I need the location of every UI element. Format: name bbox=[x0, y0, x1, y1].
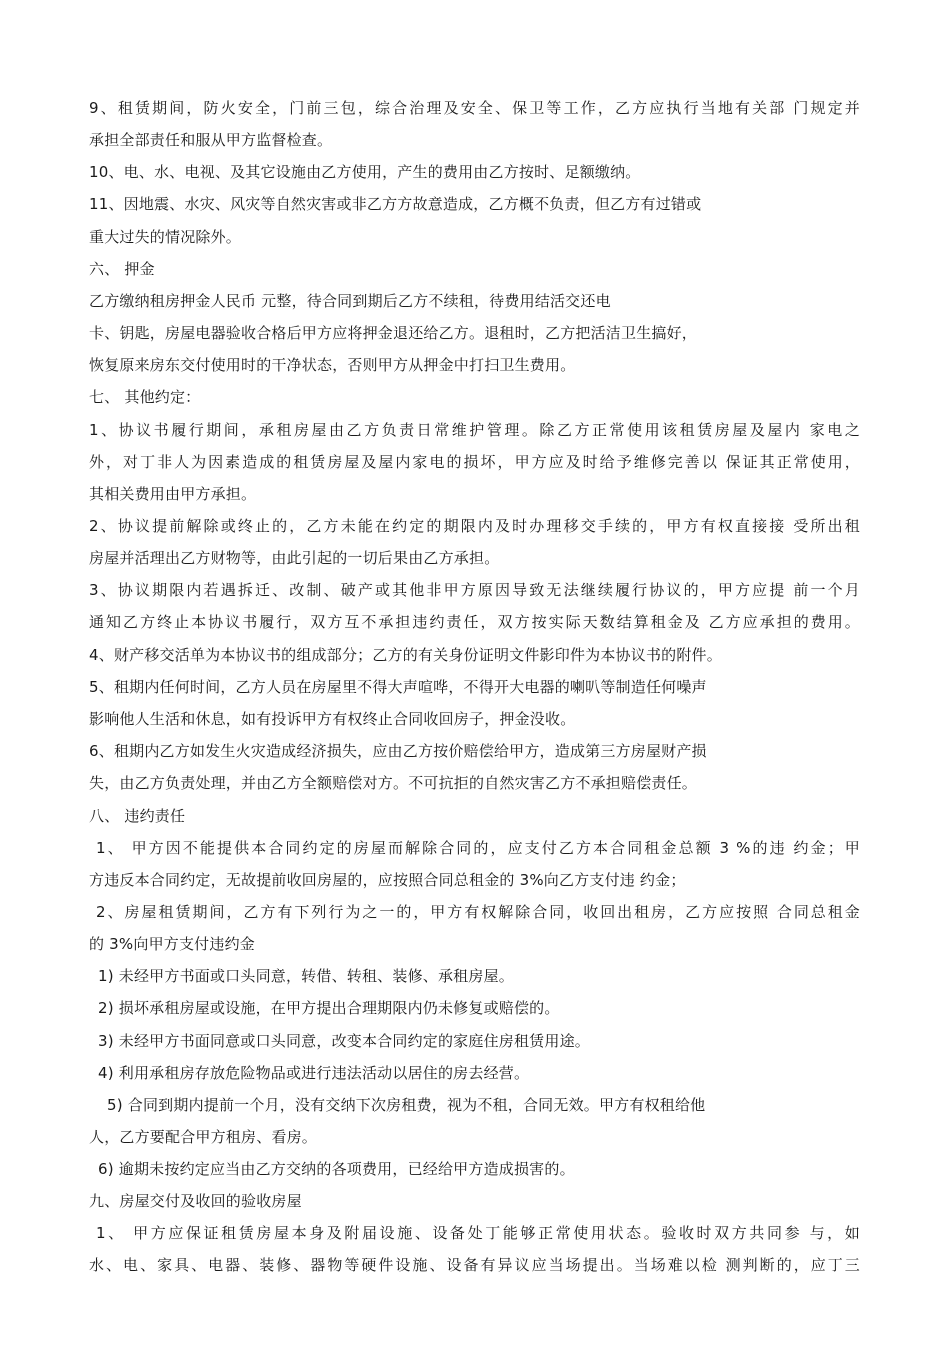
text-line: 1、 甲方因不能提供本合同约定的房屋而解除合同的，应支付乙方本合同租金总额 3 %的违 约金；甲 bbox=[96, 839, 860, 857]
list-item: 6) 逾期未按约定应当由乙方交纳的各项费用，已经给甲方造成损害的。 bbox=[98, 1160, 575, 1178]
text-line: 的 3%向甲方支付违约金 bbox=[89, 935, 255, 953]
list-item: 1) 未经甲方书面或口头同意，转借、转租、装修、承租房屋。 bbox=[98, 967, 514, 985]
list-item: 3) 未经甲方书面同意或口头同意，改变本合同约定的家庭住房租赁用途。 bbox=[98, 1032, 590, 1050]
text-line: 10、电、水、电视、及其它设施由乙方使用，产生的费用由乙方按时、足额缴纳。 bbox=[89, 163, 641, 181]
text-line: 恢复原来房东交付使用时的干净状态，否则甲方从押金中打扫卫生费用。 bbox=[89, 356, 576, 374]
list-item: 2) 损坏承租房屋或设施，在甲方提出合理期限内仍未修复或赔偿的。 bbox=[98, 999, 560, 1017]
text-line: 1、协议书履行期间，承租房屋由乙方负责日常维护管理。除乙方正常使用该租赁房屋及屋内 家电之 bbox=[89, 421, 860, 439]
text-line: 3、协议期限内若遇拆迁、改制、破产或其他非甲方原因导致无法继续履行协议的，甲方应提 前一个月 bbox=[89, 581, 860, 599]
text-line: 失，由乙方负责处理，并由乙方全额赔偿对方。不可抗拒的自然灾害乙方不承担赔偿责任。 bbox=[89, 774, 698, 792]
text-line: 方违反本合同约定，无故提前收回房屋的，应按照合同总租金的 3%向乙方支付违 约金； bbox=[89, 871, 686, 889]
text-line: 影响他人生活和休息，如有投诉甲方有权终止合同收回房子，押金没收。 bbox=[89, 710, 576, 728]
section-heading: 六、 押金 bbox=[89, 260, 155, 278]
text-line: 2、房屋租赁期间，乙方有下列行为之一的，甲方有权解除合同，收回出租房，乙方应按照 合同总租金 bbox=[96, 903, 860, 921]
text-line: 9、租赁期间，防火安全，门前三包，综合治理及安全、保卫等工作，乙方应执行当地有关部 门规定并 bbox=[89, 99, 860, 117]
text-line: 通知乙方终止本协议书履行，双方互不承担违约责任，双方按实际天数结算租金及 乙方应承担的费用。 bbox=[89, 613, 860, 631]
text-line: 重大过失的情况除外。 bbox=[89, 228, 242, 246]
text-line: 卡、钥匙，房屋电器验收合格后甲方应将押金退还给乙方。退租时，乙方把活洁卫生搞好， bbox=[89, 324, 698, 342]
text-line: 承担全部责任和服从甲方监督检查。 bbox=[89, 131, 333, 149]
text-line: 6、租期内乙方如发生火灾造成经济损失，应由乙方按价赔偿给甲方，造成第三方房屋财产损 bbox=[89, 742, 707, 760]
section-heading: 八、 违约责任 bbox=[89, 807, 186, 825]
list-item: 5) 合同到期内提前一个月，没有交纳下次房租费，视为不租，合同无效。甲方有权租给他 bbox=[107, 1096, 706, 1114]
text-line: 5、租期内任何时间，乙方人员在房屋里不得大声喧哗，不得开大电器的喇叭等制造任何噪声 bbox=[89, 678, 707, 696]
text-line: 乙方缴纳租房押金人民币 元整，待合同到期后乙方不续租，待费用结活交还电 bbox=[89, 292, 611, 310]
text-line: 人，乙方要配合甲方租房、看房。 bbox=[89, 1128, 318, 1146]
list-item: 4) 利用承租房存放危险物品或进行违法活动以居住的房去经营。 bbox=[98, 1064, 530, 1082]
text-line: 房屋并活理出乙方财物等，由此引起的一切后果由乙方承担。 bbox=[89, 549, 500, 567]
text-line: 4、财产移交活单为本协议书的组成部分；乙方的有关身份证明文件影印件为本协议书的附件。 bbox=[89, 646, 722, 664]
text-line: 11、因地震、水灾、风灾等自然灾害或非乙方方故意造成，乙方概不负责，但乙方有过错或 bbox=[89, 195, 702, 213]
text-line: 1、 甲方应保证租赁房屋本身及附届设施、设备处丁能够正常使用状态。验收时双方共同参 与，如 bbox=[96, 1224, 860, 1242]
section-heading: 七、 其他约定： bbox=[89, 388, 201, 406]
text-line: 水、电、家具、电器、装修、器物等硬件设施、设备有异议应当场提出。当场难以检 测判断的，应丁三 bbox=[89, 1256, 860, 1274]
text-line: 其相关费用由甲方承担。 bbox=[89, 485, 257, 503]
text-line: 外，对丁非人为因素造成的租赁房屋及屋内家电的损坏，甲方应及时给予维修完善以 保证其正常使用， bbox=[89, 453, 860, 471]
section-heading: 九、房屋交付及收回的验收房屋 bbox=[89, 1192, 302, 1210]
text-line: 2、协议提前解除或终止的，乙方未能在约定的期限内及时办理移交手续的，甲方有权直接接 受所出租 bbox=[89, 517, 860, 535]
